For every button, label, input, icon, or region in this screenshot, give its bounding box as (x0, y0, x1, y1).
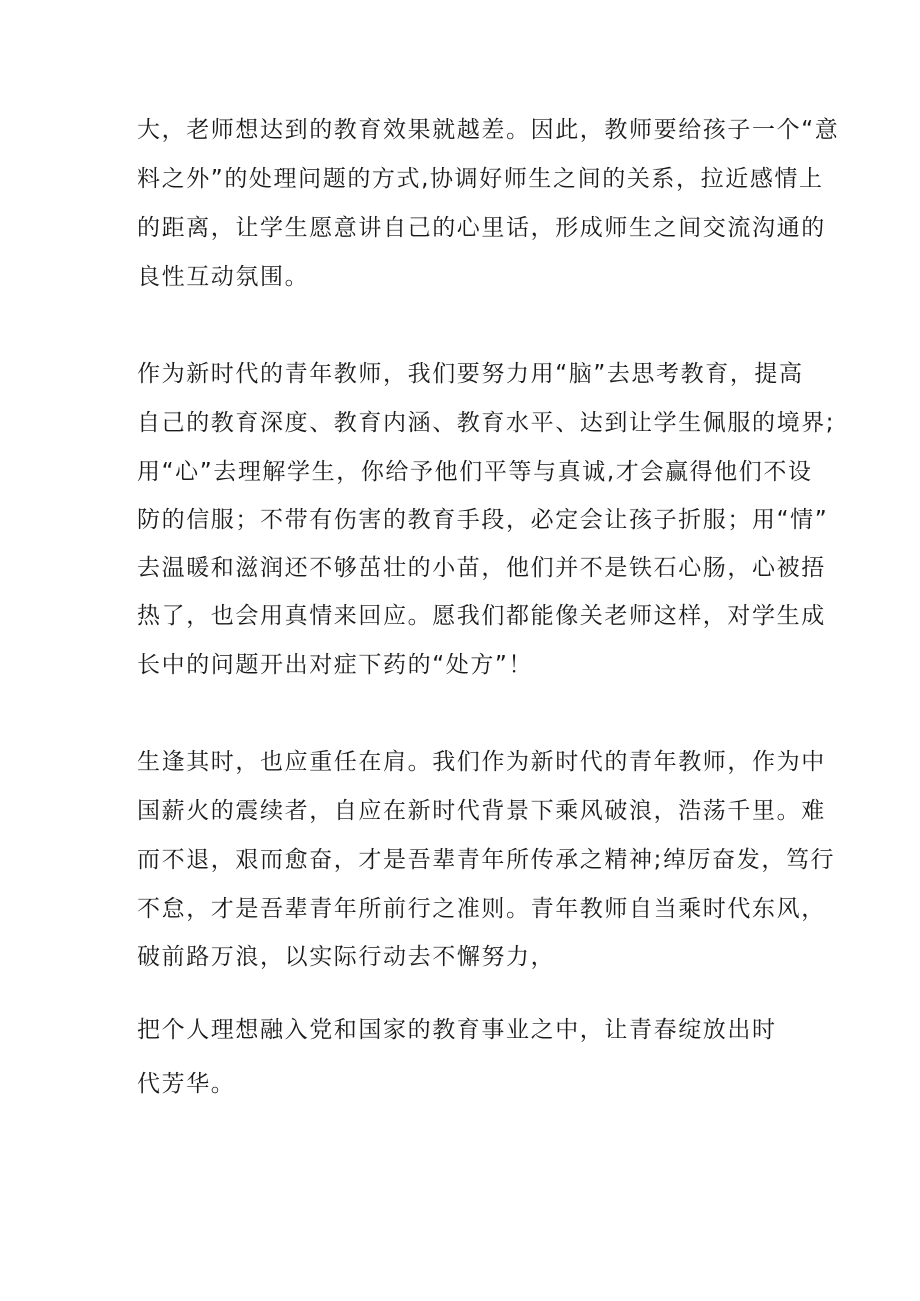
text-line: 自己的教育深度、教育内涵、教育水平、达到让学生佩服的境界; (137, 410, 836, 436)
text-line: 生逢其时，也应重任在肩。我们作为新时代的青年教师，作为中 (137, 749, 826, 775)
text-line: 防的信服；不带有伤害的教育手段，必定会让孩子折服；用“情” (137, 507, 829, 533)
text-line: 而不退，艰而愈奋，才是吾辈青年所传承之精神;绰厉奋发，笃行 (137, 847, 836, 873)
text-line: 大，老师想达到的教育效果就越差。因此，教师要给孩子一个“意 (137, 117, 840, 143)
text-line: 把个人理想融入党和国家的教育事业之中，让青春绽放出时 (137, 1017, 777, 1043)
text-line: 不怠，才是吾辈青年所前行之准则。青年教师自当乘时代东风， (137, 896, 826, 922)
text-line: 的距离，让学生愿意讲自己的心里话，形成师生之间交流沟通的 (137, 215, 826, 241)
text-line: 破前路万浪，以实际行动去不懈努力， (137, 944, 556, 970)
text-line: 去温暖和滋润还不够茁壮的小苗，他们并不是铁石心肠，心被捂 (137, 555, 826, 581)
text-line: 长中的问题开出对症下药的“处方”！ (137, 652, 534, 678)
text-line: 作为新时代的青年教师，我们要努力用“脑”去思考教育，提高 (137, 361, 804, 387)
text-line: 料之外”的处理问题的方式,协调好师生之间的关系，拉近感情上 (137, 166, 824, 192)
text-line: 国薪火的震续者，自应在新时代背景下乘风破浪，浩荡千里。难 (137, 798, 826, 824)
text-line: 用“心”去理解学生，你给予他们平等与真诚,才会赢得他们不设 (137, 459, 813, 485)
text-line: 代芳华。 (137, 1071, 236, 1097)
text-line: 热了，也会用真情来回应。愿我们都能像关老师这样，对学生成 (137, 603, 826, 629)
text-line: 良性互动氛围。 (137, 264, 310, 290)
